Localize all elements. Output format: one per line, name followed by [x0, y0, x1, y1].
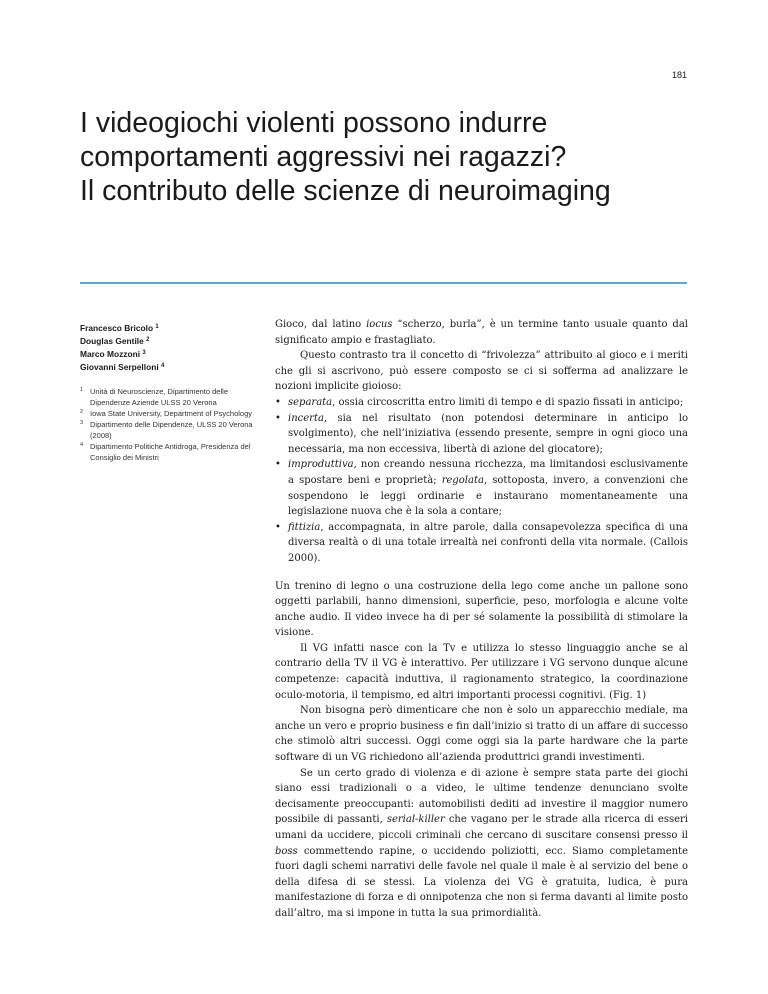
paragraph: Il VG infatti nasce con la Tv e utilizza lo stesso linguaggio anche se al contrario della TV il VG è interattivo. Per utilizzare i VG servono dunque alcune competenze: capacità induttiva, il ragionamento strategico, la coordinazione oculo-motoria, il tempismo, ed altri importanti processi cognitivi. (Fig. 1)	[275, 642, 688, 701]
author-name	[80, 321, 265, 334]
emphasis: boss	[275, 845, 298, 857]
emphasis: fittizia	[288, 521, 321, 533]
affiliation-text: Iowa State University, Department of Psychology	[90, 409, 253, 418]
page-number: 181	[671, 70, 687, 80]
article-title	[80, 106, 720, 208]
author-name-text: Marco Mozzoni	[80, 349, 141, 359]
text-run: , accompagnata, in altre parole, dalla consapevolezza specifica di una diversa realtà o di una totale irrealtà nei confronti della vita normale. (Callois 2000).	[288, 521, 688, 564]
affiliation-number: 1	[80, 387, 84, 393]
affiliation-item	[80, 419, 265, 441]
text-run: commettendo rapine, o uccidendo poliziotti, ecc. Siamo completamente fuori dagli schemi narrativi delle favole nel quale il male è al servizio del bene o della difesa di se stessi. La violenza dei VG è gratuita, ludica, è pura manifestazione di forza e di onnipotenza che non si ferma davanti al limite posto dall’altro, ma si impone in tutta la sua primordialità.	[275, 845, 688, 919]
text-run: che vagano per le strade alla ricerca di esseri umani da uccidere, piccoli criminali che cercano di suscitare consensi presso il	[275, 814, 688, 841]
author-list	[80, 321, 265, 373]
text-run: Se un certo grado di violenza e di azione è sempre stata parte dei giochi siano essi tradizionali o a video, le ultime tendenze denunciano svolte decisamente preoccupanti: automobilisti dediti ad investire il maggior numero possibile di passanti,	[275, 767, 688, 826]
emphasis: iocus	[366, 319, 393, 330]
affiliation-item	[80, 441, 265, 463]
paragraph	[275, 766, 688, 922]
bullet-item	[275, 520, 688, 567]
affiliation-text: Unità di Neuroscienze, Dipartimento delle Dipendenze Aziende ULSS 20 Verona	[90, 387, 228, 407]
article-body	[275, 317, 688, 922]
author-ref: 4	[160, 363, 165, 369]
author-name-text: Francesco Bricolo	[80, 323, 154, 333]
author-name	[80, 334, 265, 347]
text-run: , sia nel risultato (non potendosi determinare in anticipo lo svolgimento), che nell’iniziativa (essendo presente, sempre in ogni gioco una necessaria, ma non eccessiva, libertà di azione del giocatore);	[288, 412, 688, 455]
text-run: , non creando nessuna ricchezza, ma limitandosi esclusivamente a spostare beni e proprietà;	[288, 459, 688, 486]
title-divider	[80, 282, 687, 284]
author-name-text: Giovanni Serpelloni	[80, 362, 159, 372]
paragraph: Questo contrasto tra il concetto di “frivolezza” attribuito al gioco e i meriti che gli si ascrivono, può essere composto se ci si sofferma ad analizzare le nozioni implicite gioioso:	[275, 350, 688, 393]
emphasis: improduttiva	[288, 459, 354, 471]
affiliation-text: Dipartimento delle Dipendenze, ULSS 20 Verona (2008)	[90, 420, 253, 440]
affiliation-item	[80, 386, 265, 408]
affiliation-number: 4	[80, 442, 84, 448]
author-ref: 3	[142, 350, 146, 356]
author-sidebar	[80, 321, 265, 463]
text-run: Gioco, dal latino	[275, 319, 367, 330]
emphasis: incerta	[288, 412, 324, 424]
emphasis: separata	[288, 396, 333, 408]
title-line: Il contributo delle scienze di neuroimaging	[80, 175, 611, 207]
author-ref: 1	[155, 324, 159, 330]
emphasis: regolata	[441, 474, 484, 486]
affiliation-text: Dipartimento Politiche Antidroga, Presidenza del Consiglio dei Ministri	[90, 442, 251, 462]
text-run: “scherzo, burla”, è un termine tanto usuale quanto dal significato ampio e frastagliato.	[275, 319, 688, 346]
text-run: , ossia circoscritta entro limiti di tempo e di spazio fissati in anticipo;	[332, 396, 684, 408]
affiliation-list	[80, 386, 265, 463]
affiliation-number: 3	[80, 420, 84, 426]
author-ref: 2	[146, 337, 150, 343]
author-name-text: Douglas Gentile	[80, 336, 144, 346]
bullet-item	[275, 395, 688, 411]
title-line: I videogiochi violenti possono indurre	[80, 107, 548, 139]
author-name	[80, 347, 265, 360]
bullet-item	[275, 457, 688, 519]
bullet-item	[275, 411, 688, 458]
paragraph	[275, 317, 688, 348]
author-name	[80, 360, 265, 373]
affiliation-number: 2	[80, 409, 84, 415]
bullet-list	[275, 395, 688, 567]
text-run: , sottoposta, invero, a convenzioni che sospendono le leggi ordinarie e instaurano momentaneamente una legislazione nuova che è la sola a contare;	[288, 474, 688, 518]
paragraph: Un trenino di legno o una costruzione della lego come anche un pallone sono oggetti parlabili, hanno dimensioni, superficie, peso, morfologia e alcune volte anche audio. Il video invece ha di per sé solamente la possibilità di stimolare la visione.	[275, 580, 688, 639]
paragraph: Non bisogna però dimenticare che non è solo un apparecchio mediale, ma anche un vero e proprio business e fin dall’inizio si tratto di un affare di successo che stimolò altri successi. Oggi come oggi sia la parte hardware che la parte software di un VG richiedono all’azienda produttrici grandi investimenti.	[275, 705, 688, 764]
title-line: comportamenti aggressivi nei ragazzi?	[80, 141, 567, 173]
emphasis: serial-killer	[386, 814, 445, 826]
affiliation-item	[80, 408, 265, 419]
